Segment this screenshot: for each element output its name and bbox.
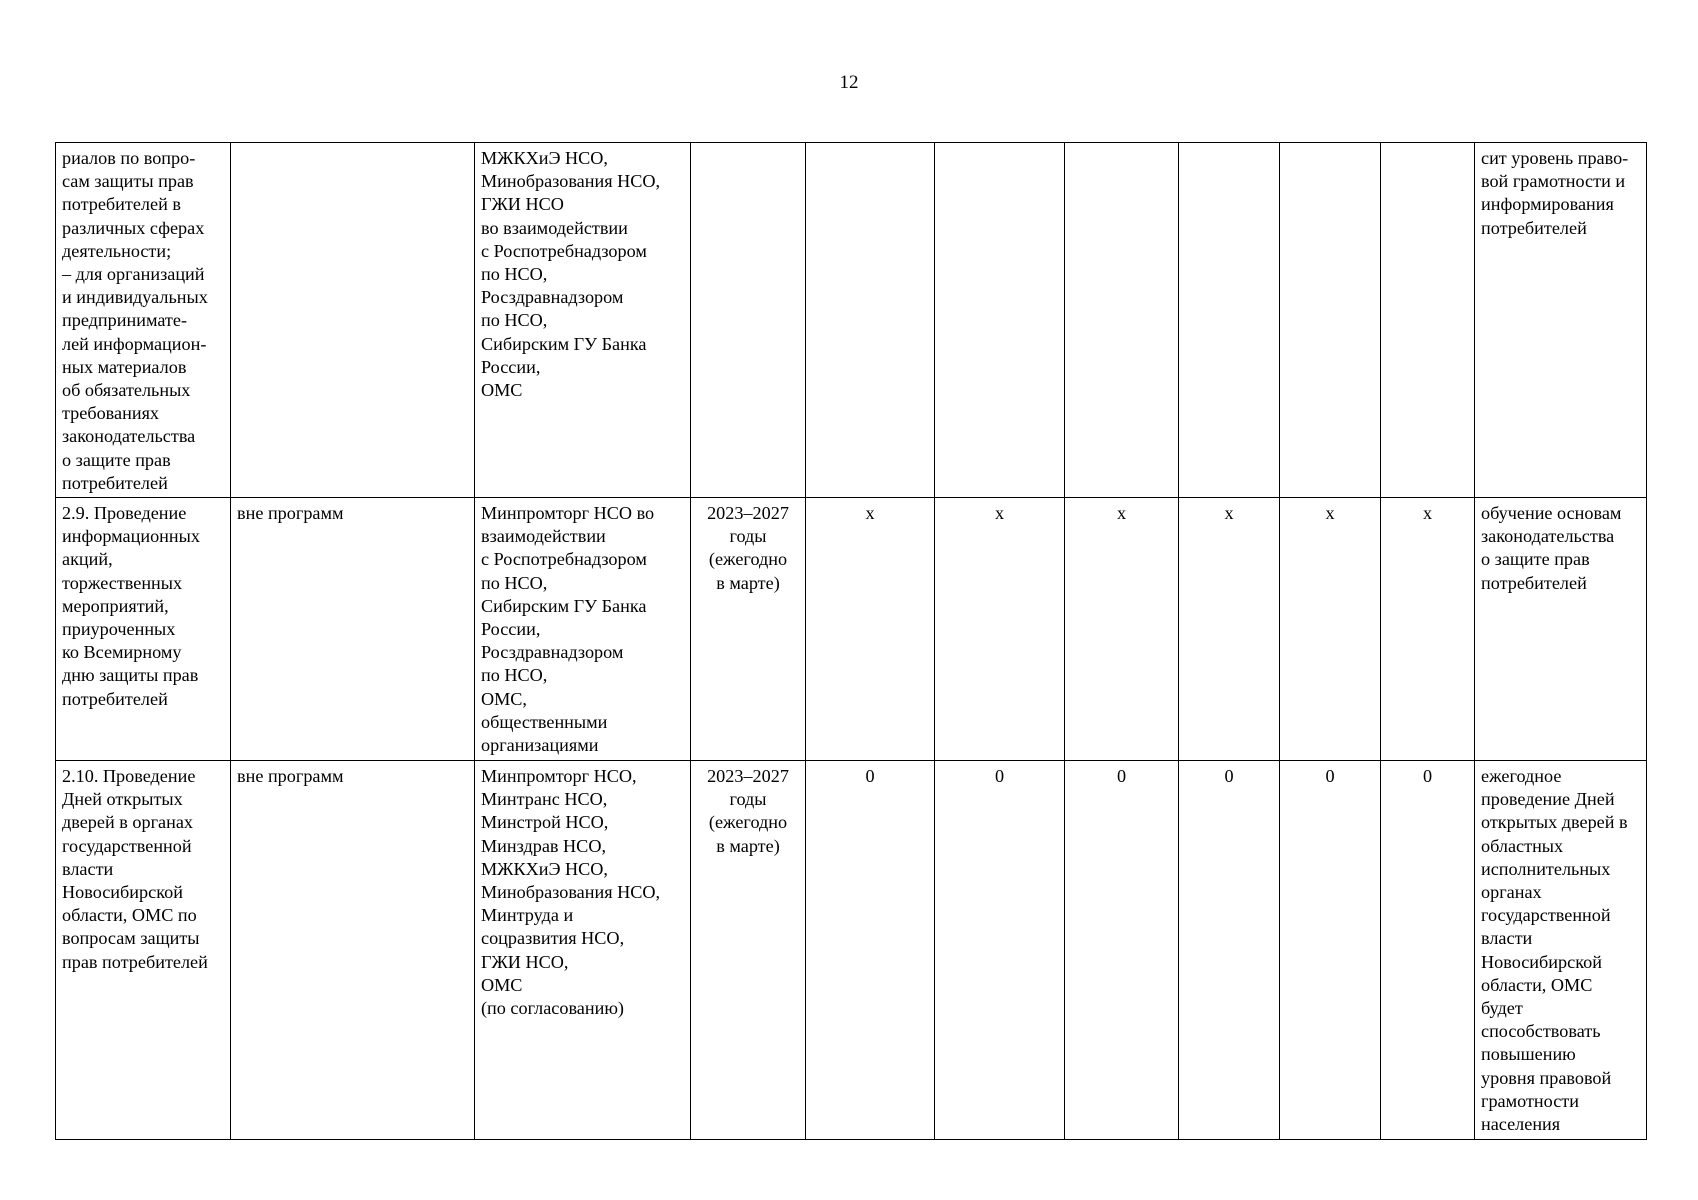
value-cell: х bbox=[806, 498, 935, 761]
table-row bbox=[56, 143, 1647, 498]
period-cell bbox=[691, 143, 806, 498]
value-cell: 0 bbox=[806, 761, 935, 1140]
value-cell bbox=[935, 143, 1065, 498]
result-cell: ежегодное проведение Дней открытых дверей в областных исполнительных органах государственной власти Новосибирской области, ОМС будет способствовать повышению уровня правовой грамотности населения bbox=[1475, 761, 1647, 1140]
executors-cell: МЖКХиЭ НСО, Минобразования НСО, ГЖИ НСО во взаимодействии с Роспотребнадзором по НСО, Росздравнадзором по НСО, Сибирским ГУ Банка России, ОМС bbox=[475, 143, 691, 498]
value-cell: х bbox=[1381, 498, 1475, 761]
value-cell: х bbox=[1179, 498, 1280, 761]
value-cell bbox=[1065, 143, 1179, 498]
value-cell: 0 bbox=[935, 761, 1065, 1140]
page-number: 12 bbox=[839, 72, 859, 93]
event-cell: 2.9. Проведение информационных акций, торжественных мероприятий, приуроченных ко Всемирному дню защиты прав потребителей bbox=[56, 498, 231, 761]
value-cell: х bbox=[1280, 498, 1381, 761]
event-cell: 2.10. Проведение Дней открытых дверей в органах государственной власти Новосибирской области, ОМС по вопросам защиты прав потребителей bbox=[56, 761, 231, 1140]
table-row bbox=[56, 761, 1647, 1140]
value-cell: 0 bbox=[1280, 761, 1381, 1140]
period-cell: 2023–2027 годы (ежегодно в марте) bbox=[691, 761, 806, 1140]
period-cell: 2023–2027 годы (ежегодно в марте) bbox=[691, 498, 806, 761]
funding-cell: вне программ bbox=[231, 498, 475, 761]
value-cell: 0 bbox=[1065, 761, 1179, 1140]
result-cell: сит уровень право- вой грамотности и информирования потребителей bbox=[1475, 143, 1647, 498]
value-cell bbox=[1179, 143, 1280, 498]
value-cell: х bbox=[1065, 498, 1179, 761]
executors-cell: Минпромторг НСО во взаимодействии с Роспотребнадзором по НСО, Сибирским ГУ Банка России, Росздравнадзором по НСО, ОМС, общественными организациями bbox=[475, 498, 691, 761]
funding-cell: вне программ bbox=[231, 761, 475, 1140]
value-cell bbox=[1280, 143, 1381, 498]
funding-cell bbox=[231, 143, 475, 498]
value-cell: 0 bbox=[1381, 761, 1475, 1140]
value-cell: х bbox=[935, 498, 1065, 761]
measures-table bbox=[55, 142, 1647, 1140]
event-cell: риалов по вопро- сам защиты прав потребителей в различных сферах деятельности; – для организаций и индивидуальных предпринимате- лей информацион- ных материалов об обязательных требованиях законодательства о защите прав потребителей bbox=[56, 143, 231, 498]
value-cell bbox=[806, 143, 935, 498]
table-row bbox=[56, 498, 1647, 761]
executors-cell: Минпромторг НСО, Минтранс НСО, Минстрой НСО, Минздрав НСО, МЖКХиЭ НСО, Минобразования НСО, Минтруда и соцразвития НСО, ГЖИ НСО, ОМС (по согласованию) bbox=[475, 761, 691, 1140]
result-cell: обучение основам законодательства о защите прав потребителей bbox=[1475, 498, 1647, 761]
value-cell bbox=[1381, 143, 1475, 498]
value-cell: 0 bbox=[1179, 761, 1280, 1140]
